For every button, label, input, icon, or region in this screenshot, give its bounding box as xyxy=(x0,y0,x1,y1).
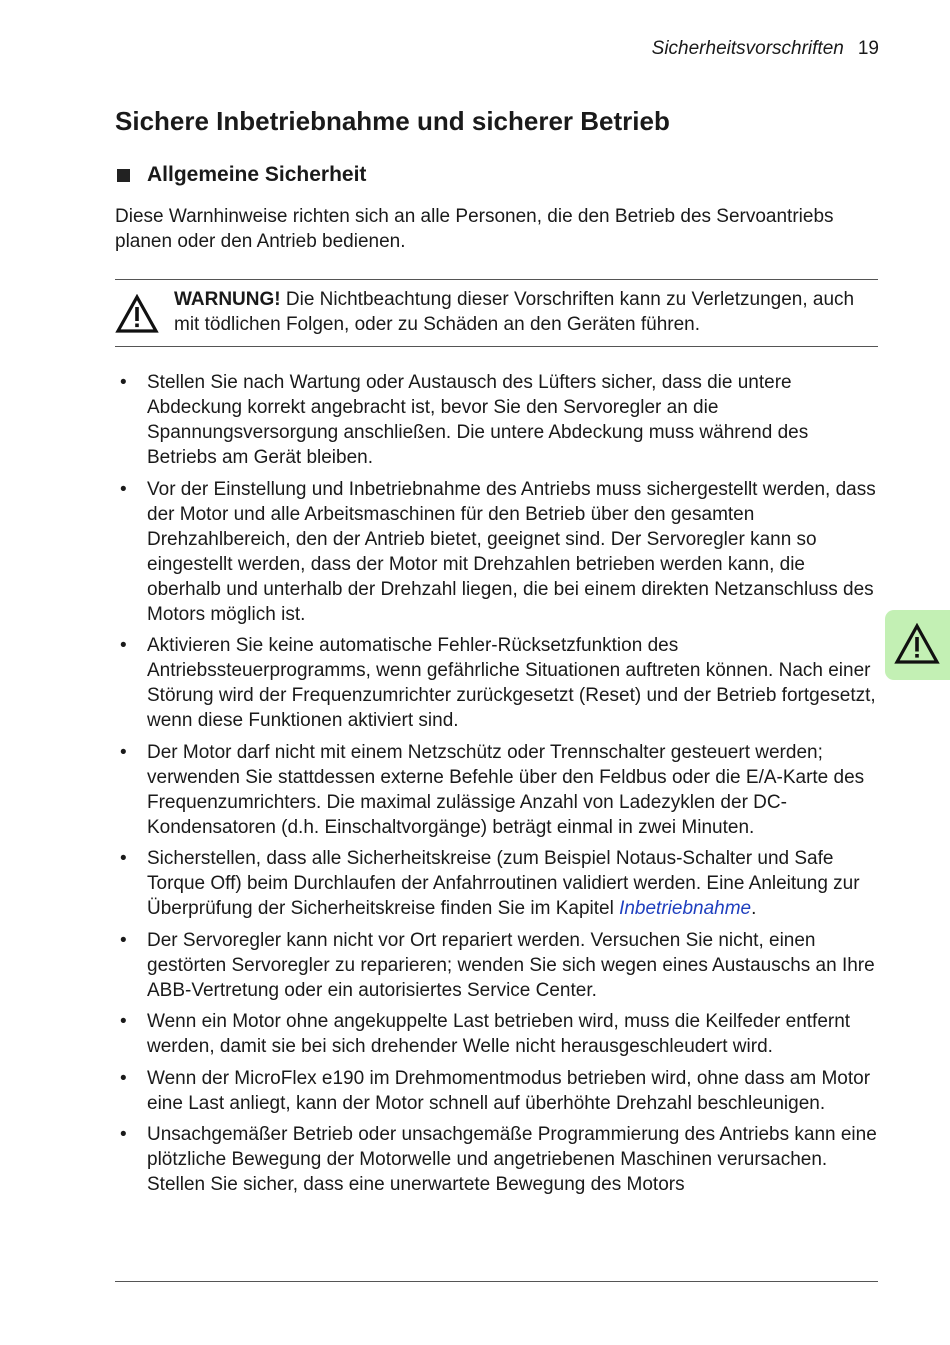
square-bullet-icon xyxy=(117,169,130,182)
running-header xyxy=(652,38,879,60)
safety-chapter-tab[interactable] xyxy=(885,610,950,680)
list-item: • Aktivieren Sie keine automatische Fehler-Rücksetzfunktion des Antriebssteuerprogramms, wenn gefährliche Situationen auftreten können. Nach einer Störung wird der Frequenzumrichter zurückgesetzt (Reset) und der Betrieb fortgesetzt, wenn diese Funktionen aktiviert sind. xyxy=(115,633,878,733)
safety-bullet-list xyxy=(115,370,878,1204)
inbetriebnahme-link[interactable]: Inbetriebnahme xyxy=(619,898,752,919)
subheading xyxy=(115,163,366,187)
list-item xyxy=(115,846,878,921)
list-item-text: Sicherstellen, dass alle Sicherheitskreise (zum Beispiel Notaus-Schalter und Safe Torque Off) beim Durchlaufen der Anfahrroutinen validiert werden. Eine Anleitung zur Überprüfung der Sicherheitskreise finden Sie im Kapitel xyxy=(147,848,860,919)
section-title: Sicherheitsvorschriften xyxy=(651,38,844,59)
page-title: Sichere Inbetriebnahme und sicherer Betrieb xyxy=(115,106,670,136)
list-item: • Der Servoregler kann nicht vor Ort repariert werden. Versuchen Sie nicht, einen gestörten Servoregler zu reparieren; wenden Sie sich wegen eines Austauschs an Ihre ABB-Vertretung oder ein autorisiertes Service Center. xyxy=(115,928,878,1003)
list-item: • Wenn der MicroFlex e190 im Drehmomentmodus betrieben wird, ohne dass am Motor eine Last anliegt, kann der Motor schnell auf überhöhte Drehzahl beschleunigen. xyxy=(115,1066,878,1116)
subheading-text: Allgemeine Sicherheit xyxy=(147,163,367,186)
list-item: • Unsachgemäßer Betrieb oder unsachgemäße Programmierung des Antriebs kann eine plötzliche Bewegung der Motorwelle und angetriebenen Maschinen verursachen. Stellen Sie sicher, dass eine unerwartete Bewegung des Motors xyxy=(115,1122,878,1197)
warning-label: WARNUNG! xyxy=(174,289,281,310)
list-item: • Der Motor darf nicht mit einem Netzschütz oder Trennschalter gesteuert werden; verwenden Sie stattdessen externe Befehle über den Feldbus oder die E/A-Karte des Frequenzumrichters. Die maximal zulässige Anzahl von Ladezyklen der DC-Kondensatoren (d.h. Einschaltvorgänge) beträgt einmal in zwei Minuten. xyxy=(115,740,878,840)
page-number: 19 xyxy=(857,38,879,59)
intro-paragraph: Diese Warnhinweise richten sich an alle Personen, die den Betrieb des Servoantriebs planen oder den Antrieb bedienen. xyxy=(115,206,834,252)
warning-box xyxy=(115,279,878,347)
footer-rule xyxy=(115,1281,878,1282)
list-item: • Vor der Einstellung und Inbetriebnahme des Antriebs muss sichergestellt werden, dass der Motor und alle Arbeitsmaschinen für den Betrieb über den gesamten Drehzahlbereich, den der Antrieb bietet, geeignet sind. Der Servoregler kann so eingestellt werden, dass der Motor mit Drehzahlen betrieben werden kann, die oberhalb und unterhalb der Drehzahl liegen, die bei einem direkten Netzanschluss des Motors möglich ist. xyxy=(115,477,878,627)
warning-text xyxy=(174,287,874,337)
warning-triangle-icon xyxy=(894,623,940,665)
warning-message: Die Nichtbeachtung dieser Vorschriften kann zu Verletzungen, auch mit tödlichen Folgen, oder zu Schäden an den Geräten führen. xyxy=(174,289,855,335)
warning-triangle-icon xyxy=(115,294,159,334)
list-item-end: . xyxy=(751,898,757,919)
list-item: • Wenn ein Motor ohne angekuppelte Last betrieben wird, muss die Keilfeder entfernt werden, damit sie bei sich drehender Welle nicht herausgeschleudert wird. xyxy=(115,1009,878,1059)
list-item: • Stellen Sie nach Wartung oder Austausch des Lüfters sicher, dass die untere Abdeckung korrekt angebracht ist, bevor Sie den Servoregler an die Spannungsversorgung anschließen. Die untere Abdeckung muss während des Betriebs am Gerät bleiben. xyxy=(115,370,878,470)
